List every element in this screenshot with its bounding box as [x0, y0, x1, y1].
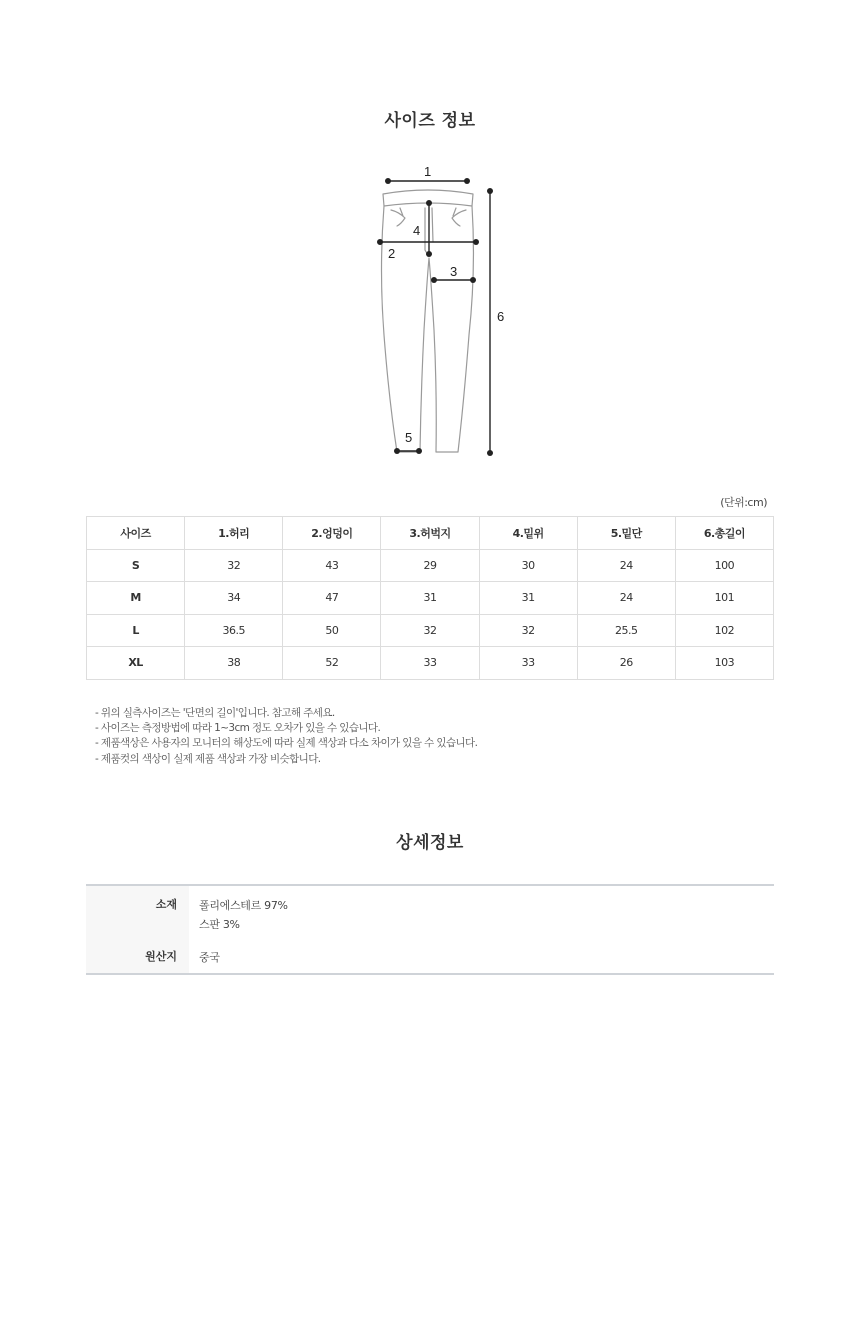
value-cell: 24 [577, 582, 675, 615]
diagram-label-5: 5 [405, 430, 413, 445]
value-cell: 34 [185, 582, 283, 615]
size-cell: L [87, 614, 185, 647]
value-cell: 29 [381, 549, 479, 582]
header-hem: 5.밑단 [577, 517, 675, 550]
value-cell: 26 [577, 647, 675, 680]
size-cell: S [87, 549, 185, 582]
material-label: 소재 [155, 898, 177, 911]
size-cell: M [87, 582, 185, 615]
material-value-2: 스판 3% [199, 918, 240, 931]
header-thigh: 3.허벅지 [381, 517, 479, 550]
value-cell: 47 [283, 582, 381, 615]
detail-info-table [86, 884, 774, 975]
value-cell: 31 [479, 582, 577, 615]
pants-measurement-diagram [300, 150, 560, 480]
value-cell: 38 [185, 647, 283, 680]
note-line: - 위의 실측사이즈는 '단면의 길이'입니다. 참고해 주세요. [95, 707, 335, 719]
value-cell: 102 [675, 614, 773, 647]
size-table-header-row [87, 517, 774, 550]
diagram-label-2: 2 [388, 246, 396, 261]
value-cell: 101 [675, 582, 773, 615]
header-rise: 4.밑위 [479, 517, 577, 550]
value-cell: 32 [185, 549, 283, 582]
table-row [87, 582, 774, 615]
size-info-title: 사이즈 정보 [384, 111, 476, 131]
header-size: 사이즈 [87, 517, 185, 550]
measurement-lines [380, 181, 490, 453]
diagram-label-4: 4 [413, 223, 421, 238]
size-cell: XL [87, 647, 185, 680]
value-cell: 52 [283, 647, 381, 680]
unit-label: (단위:cm) [720, 496, 767, 509]
note-line: - 제품색상은 사용자의 모니터의 해상도에 따라 실제 색상과 다소 차이가 있을 수 있습니다. [95, 737, 478, 750]
detail-info-title: 상세정보 [396, 833, 464, 853]
value-cell: 43 [283, 549, 381, 582]
value-cell: 50 [283, 614, 381, 647]
value-cell: 32 [479, 614, 577, 647]
size-notes [95, 706, 477, 767]
value-cell: 100 [675, 549, 773, 582]
origin-label: 원산지 [145, 950, 177, 963]
size-table [86, 516, 774, 680]
header-hip: 2.엉덩이 [283, 517, 381, 550]
table-row [87, 549, 774, 582]
value-cell: 33 [479, 647, 577, 680]
note-line: - 사이즈는 측정방법에 따라 1~3cm 정도 오차가 있을 수 있습니다. [95, 722, 381, 735]
diagram-label-1: 1 [424, 164, 432, 179]
value-cell: 24 [577, 549, 675, 582]
origin-value: 중국 [199, 951, 220, 964]
header-total-length: 6.총길이 [675, 517, 773, 550]
value-cell: 32 [381, 614, 479, 647]
pants-outline [382, 190, 474, 452]
diagram-label-6: 6 [497, 309, 505, 324]
diagram-label-3: 3 [450, 264, 458, 279]
value-cell: 103 [675, 647, 773, 680]
value-cell: 36.5 [185, 614, 283, 647]
header-waist: 1.허리 [185, 517, 283, 550]
detail-label-column [86, 886, 189, 973]
material-value-1: 폴리에스테르 97% [199, 899, 288, 912]
value-cell: 30 [479, 549, 577, 582]
table-row [87, 614, 774, 647]
measurement-points [377, 178, 493, 456]
note-line: - 제품컷의 색상이 실제 제품 색상과 가장 비슷합니다. [95, 752, 321, 765]
value-cell: 33 [381, 647, 479, 680]
table-row [87, 647, 774, 680]
value-cell: 31 [381, 582, 479, 615]
value-cell: 25.5 [577, 614, 675, 647]
